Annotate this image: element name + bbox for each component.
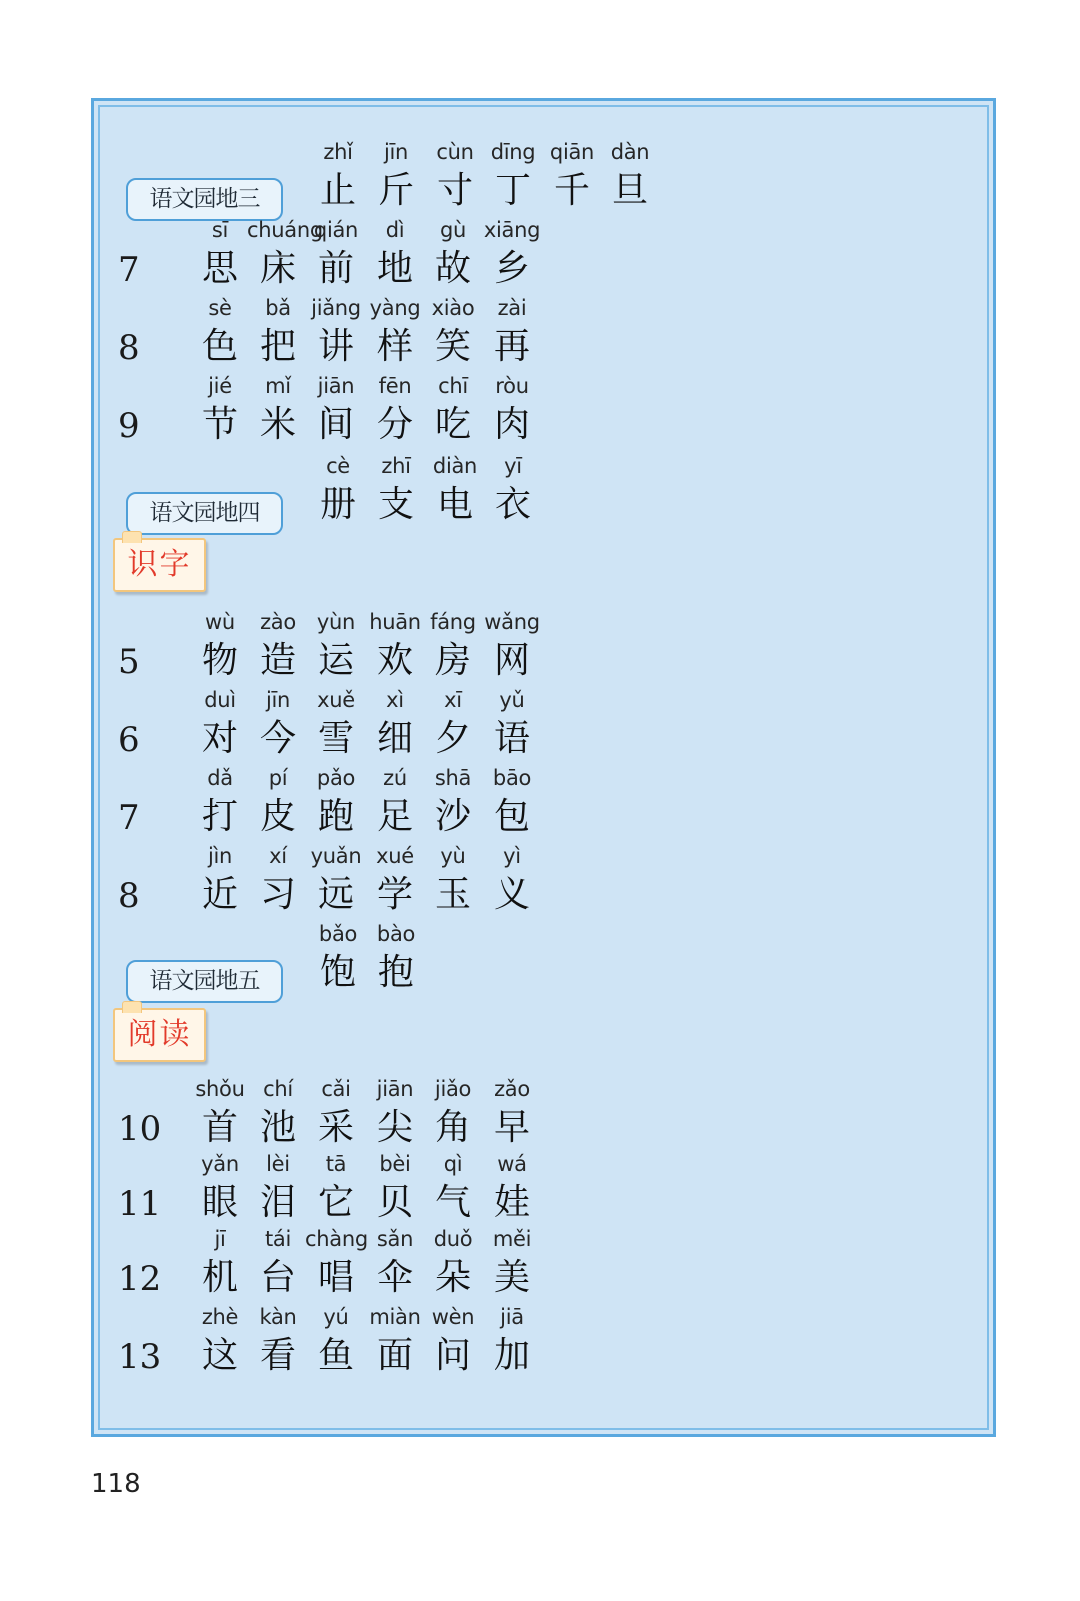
pinyin: dì [385,218,405,242]
character-cell [599,136,661,214]
character-table-panel [91,98,996,1437]
lesson-row [94,370,993,450]
pinyin: wèn [431,1305,475,1329]
character-cell [422,684,484,762]
hanzi: 止 [319,170,356,211]
hanzi: 泪 [259,1182,296,1223]
character-cell [307,136,369,214]
hanzi: 美 [493,1257,530,1298]
pinyin: huān [369,610,421,634]
lesson-row [94,840,993,920]
hanzi: 远 [317,874,354,915]
lesson-row [94,1301,993,1381]
section-tag [113,538,206,592]
hanzi: 语 [493,718,530,759]
hanzi: 娃 [493,1182,530,1223]
pinyin: bāo [492,766,532,790]
character-cell [422,1073,484,1151]
character-cell [482,136,544,214]
character-cell [422,840,484,918]
character-cell [364,684,426,762]
chinese-garden-label: 语文园地三 [126,178,283,221]
character-cell [189,292,251,370]
pinyin: fēn [378,374,412,398]
character-cell [305,606,367,684]
pinyin: diàn [432,454,478,478]
pinyin: yù [440,844,466,868]
character-cell [364,292,426,370]
pinyin: chí [263,1077,293,1101]
hanzi: 细 [376,718,413,759]
character-cell [247,292,309,370]
character-cell [481,762,543,840]
hanzi: 节 [201,404,238,445]
character-cell [189,214,251,292]
character-cell [422,606,484,684]
hanzi: 寸 [436,170,473,211]
character-cell [189,1148,251,1226]
pinyin: bèi [379,1152,411,1176]
lesson-row [94,1073,993,1153]
hanzi: 池 [259,1107,296,1148]
hanzi: 这 [201,1335,238,1376]
character-cell [305,1073,367,1151]
pinyin: zào [260,610,296,634]
character-cell [247,1073,309,1151]
character-cell [305,292,367,370]
character-cell [189,840,251,918]
character-cell [364,1073,426,1151]
lesson-row [94,606,993,686]
pinyin: zhī [381,454,411,478]
character-cell [247,370,309,448]
character-cell [422,370,484,448]
pinyin: duǒ [433,1227,473,1251]
pinyin: ròu [495,374,529,398]
character-cell [247,1148,309,1226]
character-cell [364,840,426,918]
hanzi: 床 [259,248,296,289]
pinyin: bǎ [265,296,291,320]
pinyin: jiān [317,374,355,398]
character-cell [305,762,367,840]
pinyin: dàn [610,140,650,164]
pinyin: jī [214,1227,226,1251]
pinyin: wù [205,610,235,634]
character-cell [247,762,309,840]
hanzi: 面 [376,1335,413,1376]
hanzi: 加 [493,1335,530,1376]
character-cell [364,1223,426,1301]
hanzi: 色 [201,326,238,367]
hanzi: 义 [493,874,530,915]
hanzi: 房 [434,640,471,681]
character-cell [481,292,543,370]
pinyin: jīn [383,140,409,164]
hanzi: 思 [201,248,238,289]
garden-row [94,450,993,530]
character-cell [481,840,543,918]
hanzi: 册 [319,484,356,525]
hanzi: 雪 [317,718,354,759]
hanzi: 电 [436,484,473,525]
character-cell [482,450,544,528]
lesson-row [94,684,993,764]
hanzi: 看 [259,1335,296,1376]
lesson-number: 8 [118,876,140,916]
character-cell [422,1148,484,1226]
hanzi: 沙 [434,796,471,837]
lesson-number: 5 [118,642,140,682]
hanzi: 采 [317,1107,354,1148]
pinyin: pí [268,766,288,790]
hanzi: 对 [201,718,238,759]
character-cell [189,606,251,684]
pinyin: pǎo [316,766,356,790]
garden-row [94,136,993,216]
hanzi: 近 [201,874,238,915]
pinyin: dǎ [207,766,233,790]
hanzi: 乡 [493,248,530,289]
hanzi: 把 [259,326,296,367]
pinyin: zú [383,766,407,790]
hanzi: 欢 [376,640,413,681]
character-cell [422,214,484,292]
hanzi: 眼 [201,1182,238,1223]
hanzi: 分 [376,404,413,445]
pinyin: jié [208,374,232,398]
hanzi: 米 [259,404,296,445]
chinese-garden-label: 语文园地五 [126,960,283,1003]
hanzi: 贝 [376,1182,413,1223]
pinyin: zài [497,296,527,320]
hanzi: 造 [259,640,296,681]
pinyin: mǐ [265,374,291,398]
pinyin: gù [439,218,467,242]
character-cell [307,918,369,996]
character-cell [247,1301,309,1379]
character-cell [364,762,426,840]
character-cell [189,762,251,840]
hanzi: 它 [317,1182,354,1223]
hanzi: 丁 [494,170,531,211]
hanzi: 首 [201,1107,238,1148]
lesson-row [94,214,993,294]
character-cell [364,1148,426,1226]
character-cell [364,606,426,684]
pinyin: dīng [490,140,536,164]
hanzi: 气 [434,1182,471,1223]
hanzi: 笑 [434,326,471,367]
pinyin: xiāng [483,218,541,242]
character-cell [365,450,427,528]
hanzi: 吃 [434,404,471,445]
hanzi: 习 [259,874,296,915]
hanzi: 角 [434,1107,471,1148]
pinyin: yì [503,844,521,868]
hanzi: 网 [493,640,530,681]
character-cell [247,1223,309,1301]
pinyin: jiā [500,1305,524,1329]
pinyin: yǔ [499,688,525,712]
hanzi: 机 [201,1257,238,1298]
pinyin: xí [269,844,287,868]
pinyin: shǒu [195,1077,245,1101]
pinyin: xī [444,688,462,712]
lesson-row [94,292,993,372]
character-cell [189,1223,251,1301]
character-cell [365,918,427,996]
character-cell [305,1148,367,1226]
lesson-number: 11 [118,1184,162,1224]
pinyin: chuáng [247,218,323,242]
pinyin: sī [211,218,229,242]
section-tag [113,1008,206,1062]
hanzi: 再 [493,326,530,367]
lesson-row [94,1223,993,1303]
character-cell [481,214,543,292]
character-cell [364,1301,426,1379]
pinyin: chàng [305,1227,368,1251]
pinyin: bào [376,922,416,946]
pinyin: zhè [201,1305,239,1329]
pinyin: yùn [316,610,356,634]
pinyin: yǎn [201,1152,239,1176]
character-cell [307,450,369,528]
hanzi: 抱 [377,952,414,993]
hanzi: 衣 [494,484,531,525]
hanzi: 前 [317,248,354,289]
hanzi: 讲 [317,326,354,367]
lesson-number: 6 [118,720,140,760]
hanzi: 今 [259,718,296,759]
pinyin: jiǎo [434,1077,472,1101]
character-cell [305,370,367,448]
character-cell [305,840,367,918]
character-cell [189,370,251,448]
hanzi: 肉 [493,404,530,445]
pinyin: yàng [369,296,421,320]
pinyin: měi [492,1227,532,1251]
lesson-number: 9 [118,406,140,446]
hanzi: 旦 [611,170,648,211]
pinyin: zǎo [494,1077,530,1101]
lesson-number: 7 [118,798,140,838]
pinyin: bǎo [318,922,358,946]
pinyin: fáng [430,610,476,634]
pinyin: wǎng [484,610,540,634]
hanzi: 跑 [317,796,354,837]
character-cell [247,684,309,762]
garden-row [94,918,993,998]
hanzi: 物 [201,640,238,681]
section-title: 识字 [127,547,192,582]
pinyin: miàn [369,1305,421,1329]
pinyin: qì [443,1152,463,1176]
pinyin: xuě [317,688,355,712]
character-cell [422,1301,484,1379]
character-cell [481,1073,543,1151]
pinyin: xué [376,844,414,868]
hanzi: 足 [376,796,413,837]
lesson-number: 7 [118,250,140,290]
pinyin: duì [204,688,236,712]
pinyin: cǎi [321,1077,351,1101]
pinyin: jiǎng [311,296,361,320]
character-cell [422,292,484,370]
lesson-number: 12 [118,1259,162,1299]
hanzi: 斤 [377,170,414,211]
character-cell [247,214,323,292]
lesson-number: 8 [118,328,140,368]
pinyin: xì [386,688,404,712]
character-cell [422,762,484,840]
hanzi: 间 [317,404,354,445]
pinyin: jīn [265,688,291,712]
pinyin: yī [504,454,522,478]
hanzi: 台 [259,1257,296,1298]
lesson-row [94,1148,993,1228]
hanzi: 学 [376,874,413,915]
character-cell [305,684,367,762]
character-cell [424,136,486,214]
character-cell [481,1148,543,1226]
character-cell [189,684,251,762]
character-cell [247,606,309,684]
hanzi: 样 [376,326,413,367]
character-cell [481,370,543,448]
pinyin: tái [264,1227,292,1251]
pinyin: qián [313,218,359,242]
hanzi: 尖 [376,1107,413,1148]
pinyin: zhǐ [323,140,353,164]
pinyin: wá [497,1152,527,1176]
lesson-number: 10 [118,1109,162,1149]
character-cell [481,684,543,762]
hanzi: 打 [201,796,238,837]
character-cell [364,370,426,448]
pinyin: cè [326,454,350,478]
hanzi: 朵 [434,1257,471,1298]
pinyin: chī [438,374,468,398]
character-cell [189,1301,251,1379]
hanzi: 唱 [317,1257,354,1298]
character-cell [481,1223,543,1301]
hanzi: 运 [317,640,354,681]
hanzi: 伞 [376,1257,413,1298]
hanzi: 鱼 [317,1335,354,1376]
pinyin: yuǎn [310,844,362,868]
character-cell [247,840,309,918]
character-cell [541,136,603,214]
hanzi: 故 [434,248,471,289]
hanzi: 皮 [259,796,296,837]
section-title: 阅读 [127,1017,192,1052]
character-cell [365,136,427,214]
pinyin: xiào [431,296,475,320]
hanzi: 地 [376,248,413,289]
hanzi: 饱 [319,952,356,993]
pinyin: shā [434,766,472,790]
character-cell [189,1073,251,1151]
pinyin: jiān [376,1077,414,1101]
chinese-garden-label: 语文园地四 [126,492,283,535]
pinyin: tā [325,1152,347,1176]
pinyin: cùn [436,140,474,164]
character-cell [305,1301,367,1379]
character-cell [424,450,486,528]
hanzi: 问 [434,1335,471,1376]
character-cell [481,1301,543,1379]
character-cell [305,214,367,292]
hanzi: 包 [493,796,530,837]
pinyin: jìn [207,844,233,868]
hanzi: 夕 [434,718,471,759]
pinyin: sè [208,296,232,320]
hanzi: 支 [377,484,414,525]
lesson-row [94,762,993,842]
pinyin: lèi [266,1152,290,1176]
tag-tab-icon [122,531,142,543]
character-cell [305,1223,367,1301]
hanzi: 千 [553,170,590,211]
page-number: 118 [91,1469,141,1499]
pinyin: qiān [549,140,595,164]
pinyin: sǎn [376,1227,414,1251]
character-cell [422,1223,484,1301]
character-cell [481,606,543,684]
hanzi: 玉 [434,874,471,915]
character-cell [364,214,426,292]
tag-tab-icon [122,1001,142,1013]
lesson-number: 13 [118,1337,162,1377]
pinyin: kàn [259,1305,297,1329]
hanzi: 早 [493,1107,530,1148]
pinyin: yú [323,1305,349,1329]
